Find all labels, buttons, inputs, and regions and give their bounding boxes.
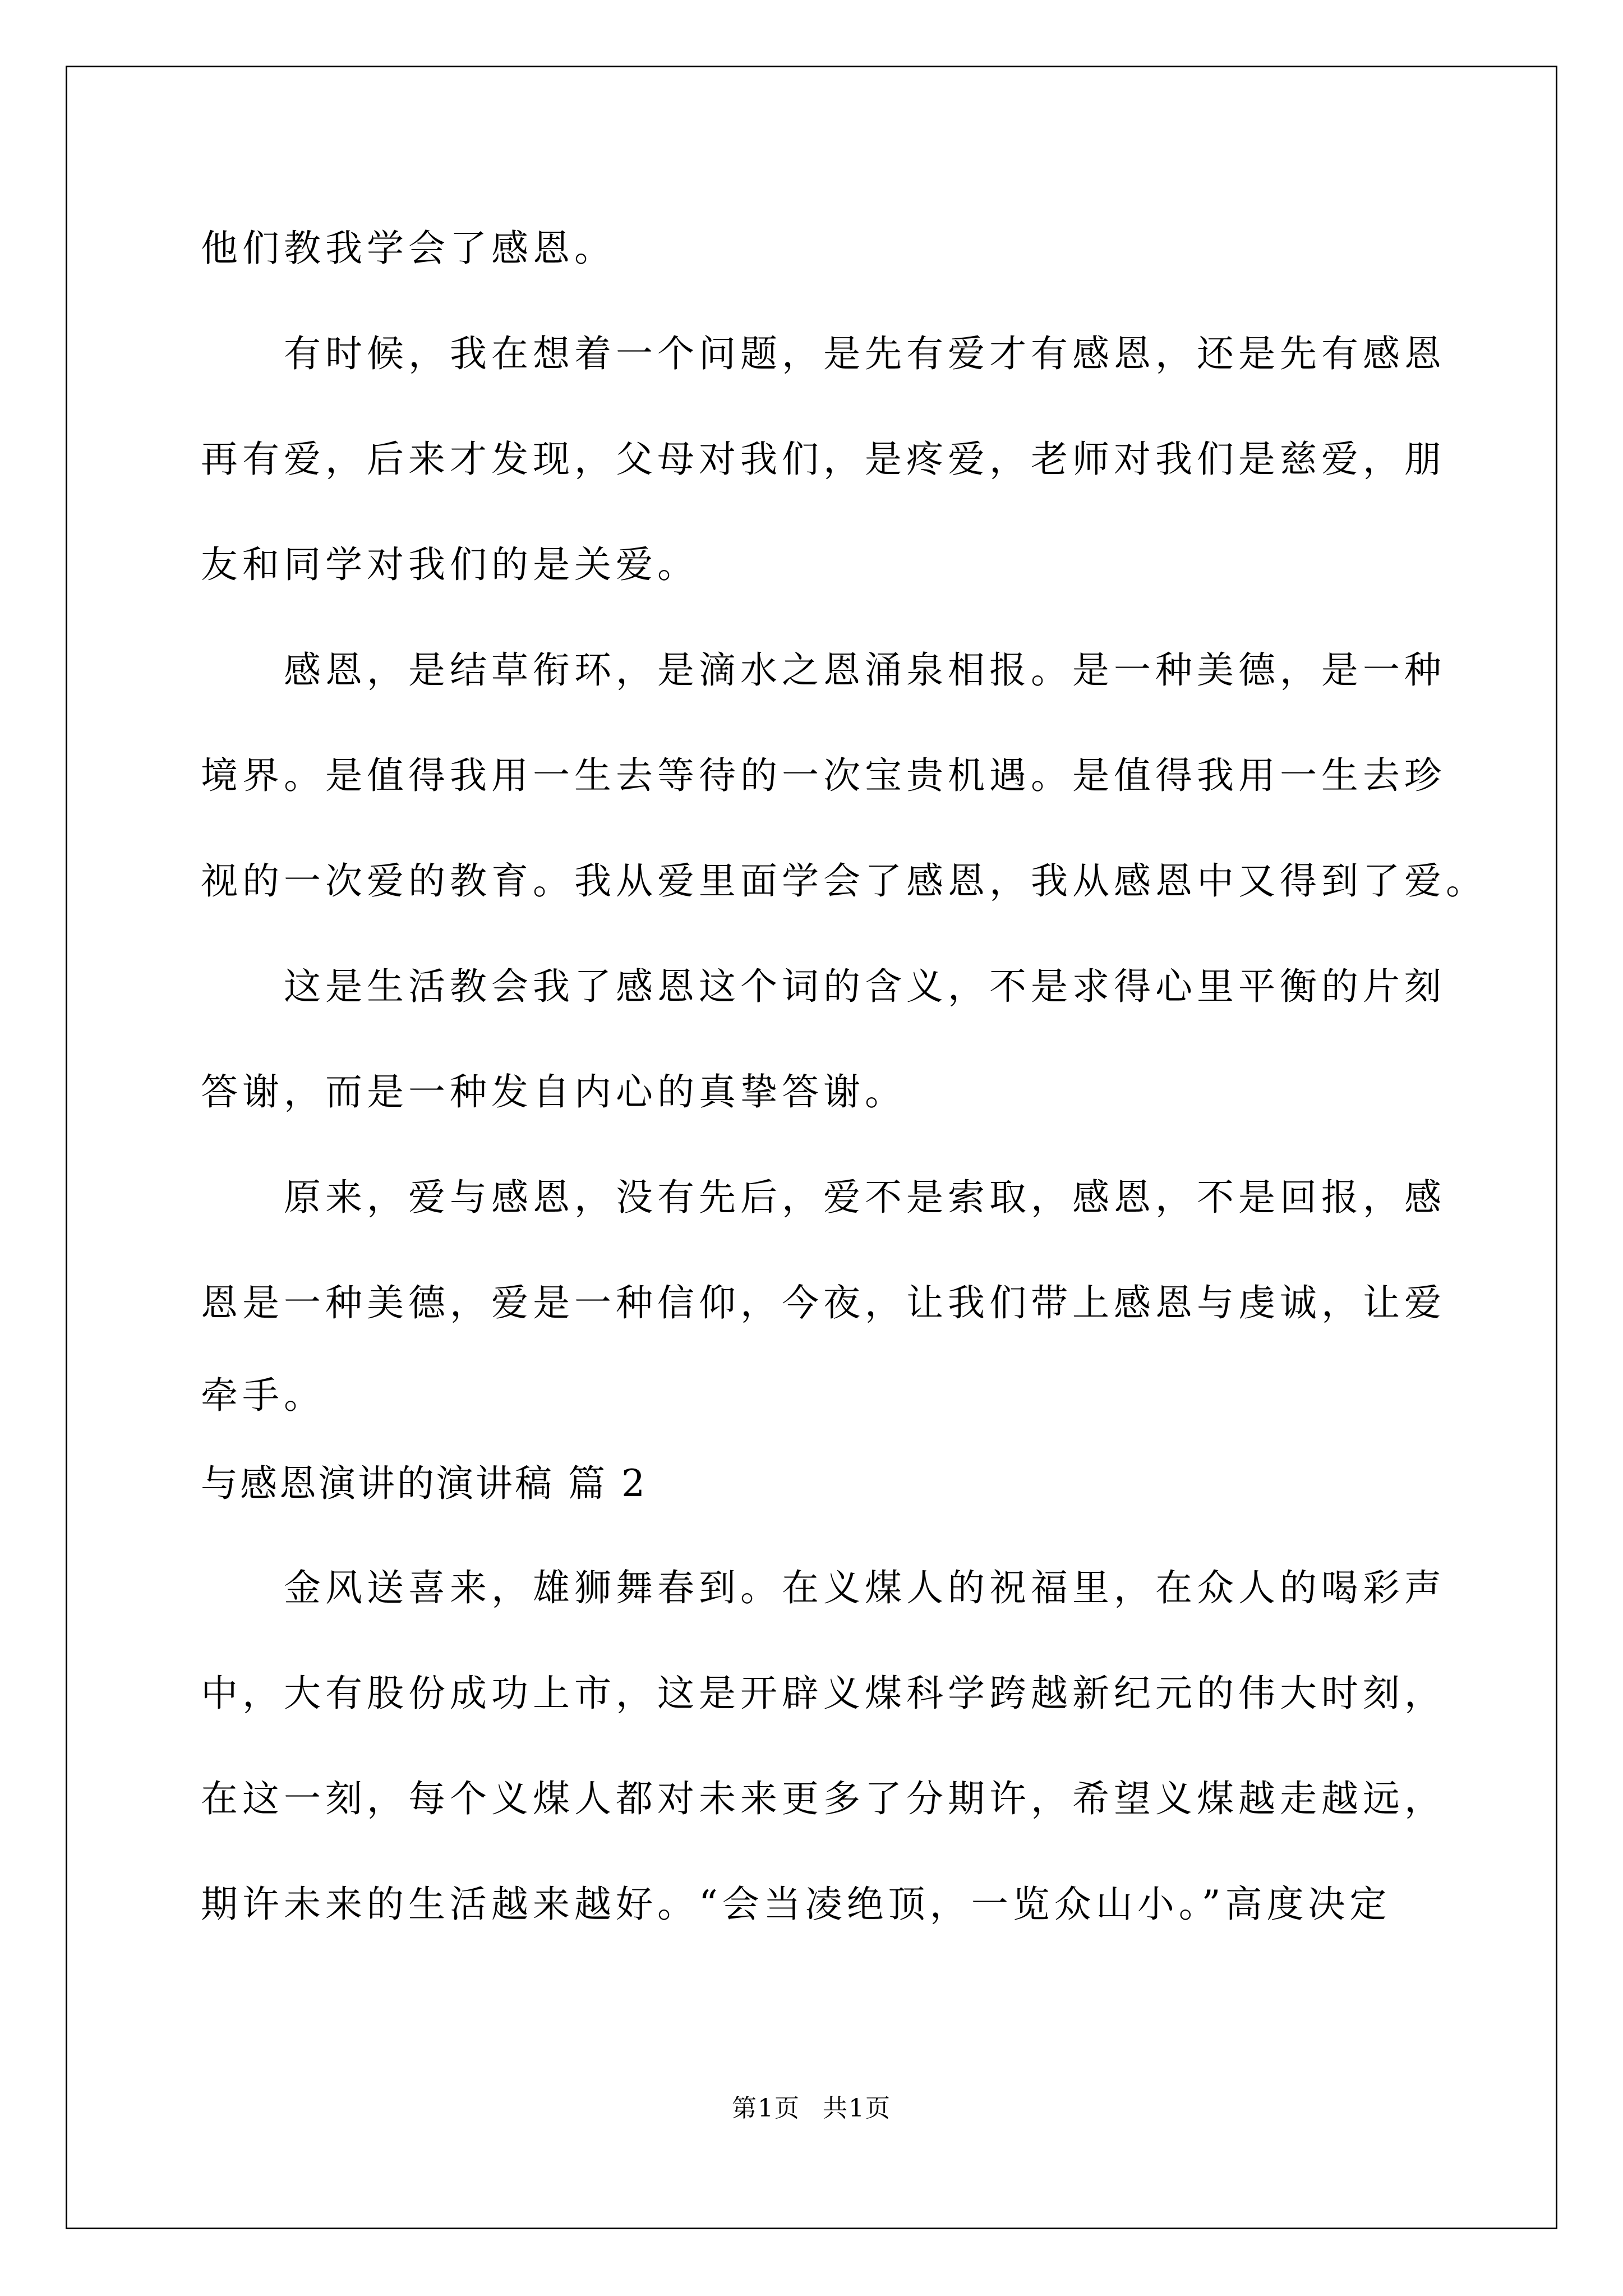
text-line: 友和同学对我们的是关爱。 <box>201 543 699 586</box>
text-line: 再有爱，后来才发现，父母对我们，是疼爱，老师对我们是慈爱，朋 <box>201 438 1446 481</box>
text-line: 中，大有股份成功上市，这是开辟义煤科学跨越新纪元的伟大时刻， <box>201 1672 1446 1715</box>
text-line: 他们教我学会了感恩。 <box>201 227 616 270</box>
page-number-total: 共1页 <box>823 2094 891 2123</box>
text-line: 期许未来的生活越来越好。“会当凌绝顶，一览众山小。”高度决定 <box>201 1883 1391 1926</box>
page-number-current: 第1页 <box>732 2094 800 2123</box>
text-line: 答谢，而是一种发自内心的真挚答谢。 <box>201 1070 906 1114</box>
section-heading: 与感恩演讲的演讲稿 篇 2 <box>201 1462 647 1505</box>
text-line: 恩是一种美德，爱是一种信仰，今夜，让我们带上感恩与虔诚，让爱 <box>201 1281 1446 1324</box>
text-line: 视的一次爱的教育。我从爱里面学会了感恩，我从感恩中又得到了爱。 <box>201 859 1487 903</box>
text-line: 在这一刻，每个义煤人都对未来更多了分期许，希望义煤越走越远， <box>201 1777 1446 1820</box>
text-line: 有时候，我在想着一个问题，是先有爱才有感恩，还是先有感恩 <box>201 332 1446 375</box>
text-line: 牵手。 <box>201 1374 325 1417</box>
text-line: 这是生活教会我了感恩这个词的含义，不是求得心里平衡的片刻 <box>201 965 1446 1008</box>
text-line: 感恩，是结草衔环，是滴水之恩涌泉相报。是一种美德，是一种 <box>201 648 1446 692</box>
page-footer <box>0 2088 1623 2124</box>
text-line: 境界。是值得我用一生去等待的一次宝贵机遇。是值得我用一生去珍 <box>201 754 1446 797</box>
text-line: 原来，爱与感恩，没有先后，爱不是索取，感恩，不是回报，感 <box>201 1176 1446 1219</box>
text-line: 金风送喜来，雄狮舞春到。在义煤人的祝福里，在众人的喝彩声 <box>201 1566 1446 1609</box>
